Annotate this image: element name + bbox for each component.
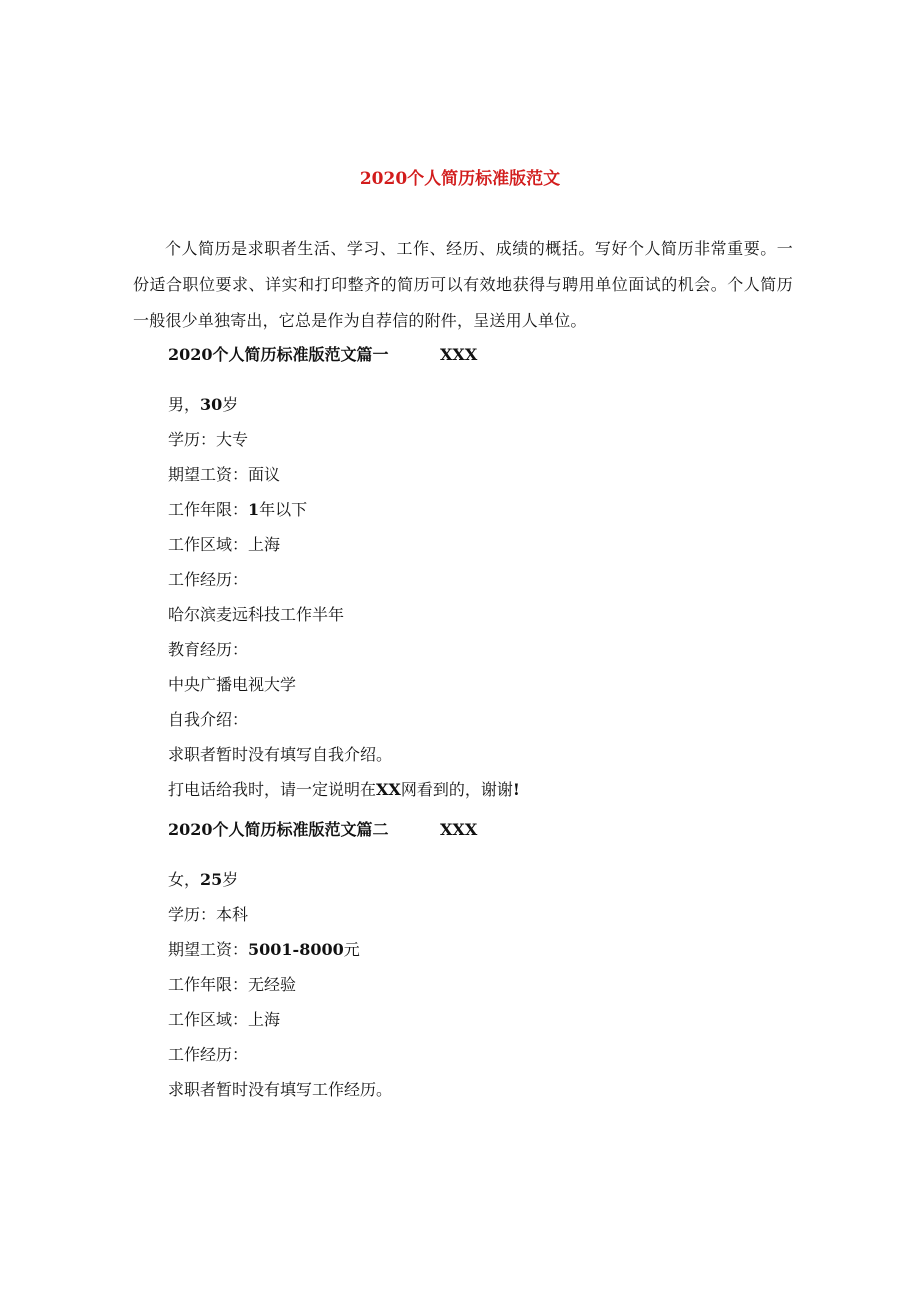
section-2-work-value: 求职者暂时没有填写工作经历。	[168, 1080, 393, 1099]
age-value: 30	[200, 395, 223, 414]
section-1-gender-age	[168, 393, 238, 417]
years-label: 工作年限：	[168, 500, 249, 519]
section-1-years	[168, 498, 307, 522]
section-1-intro-label: 自我介绍：	[168, 710, 249, 729]
section-2-title: 2020个人简历标准版范文篇二	[168, 820, 389, 839]
document-title: 2020个人简历标准版范文	[359, 169, 561, 189]
section-2-heading	[168, 818, 478, 842]
salary-value: 5001-8000	[248, 940, 344, 959]
years-value: 1	[248, 500, 260, 519]
age-value: 25	[200, 870, 223, 889]
age-unit: 岁	[222, 395, 239, 414]
salary-unit: 元	[343, 940, 360, 959]
age-unit: 岁	[222, 870, 239, 889]
gender-label: 女，	[168, 870, 201, 889]
section-1-call-note	[168, 778, 520, 802]
section-1-heading	[168, 343, 478, 367]
call-end: !	[512, 780, 520, 799]
section-1-edu-value: 中央广播电视大学	[168, 675, 297, 694]
section-1-work-value: 哈尔滨麦远科技工作半年	[168, 605, 345, 624]
section-2-education: 学历：本科	[168, 905, 249, 924]
section-2-name: XXX	[440, 820, 478, 839]
section-1-salary: 期望工资：面议	[168, 465, 281, 484]
section-1-area: 工作区域：上海	[168, 535, 281, 554]
section-2-salary	[168, 938, 360, 962]
section-1-name: XXX	[440, 345, 478, 364]
section-1-intro-value: 求职者暂时没有填写自我介绍。	[168, 745, 393, 764]
call-site: XX	[376, 780, 401, 799]
section-1-edu-label: 教育经历：	[168, 640, 249, 659]
section-2-area: 工作区域：上海	[168, 1010, 281, 1029]
salary-label: 期望工资：	[168, 940, 249, 959]
section-2-years: 工作年限：无经验	[168, 975, 297, 994]
call-prefix: 打电话给我时，请一定说明在	[168, 780, 377, 799]
years-unit: 年以下	[259, 500, 308, 519]
section-1-work-label: 工作经历：	[168, 570, 249, 589]
gender-label: 男，	[168, 395, 201, 414]
section-2-gender-age	[168, 868, 238, 892]
section-1-education: 学历：大专	[168, 430, 249, 449]
section-1-title: 2020个人简历标准版范文篇一	[168, 345, 389, 364]
intro-paragraph: 个人简历是求职者生活、学习、工作、经历、成绩的概括。写好个人简历非常重要。一份适合职位要求、详实和打印整齐的简历可以有效地获得与聘用单位面试的机会。个人简历一般很少单独寄出，它总是作为自荐信的附件，呈送用人单位。	[133, 239, 793, 330]
call-suffix: 网看到的，谢谢	[400, 780, 513, 799]
section-2-work-label: 工作经历：	[168, 1045, 249, 1064]
